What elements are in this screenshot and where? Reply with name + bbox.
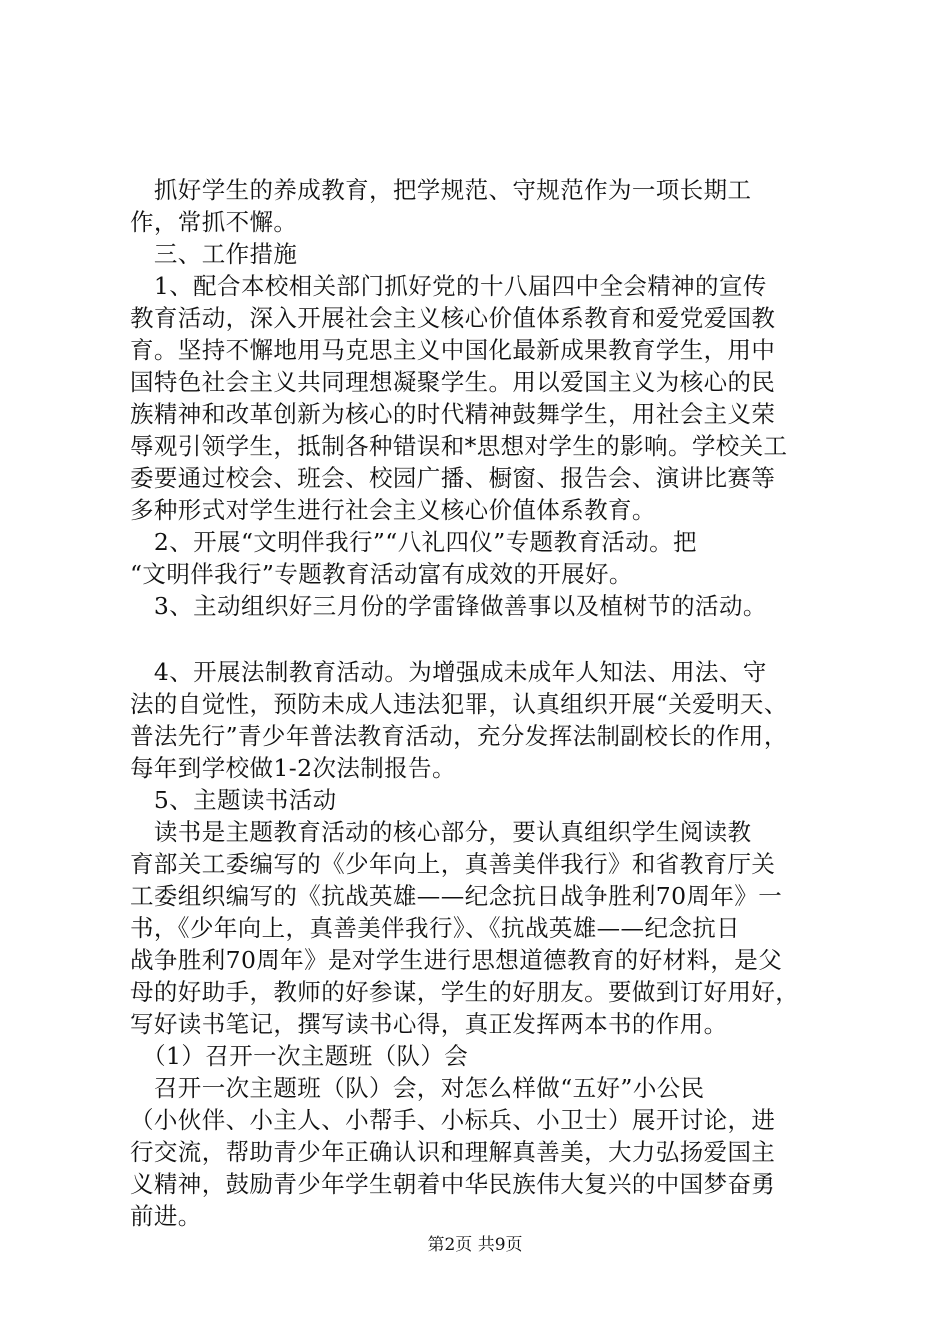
body-text-line: 辱观引领学生，抵制各种错误和*思想对学生的影响。学校关工 — [130, 432, 788, 460]
body-text-line: 作，常抓不懈。 — [130, 208, 298, 236]
body-text-line: 3、主动组织好三月份的学雷锋做善事以及植树节的活动。 — [130, 592, 767, 620]
body-text-line: 委要通过校会、班会、校园广播、橱窗、报告会、演讲比赛等 — [130, 464, 776, 492]
body-text-line: 教育活动，深入开展社会主义核心价值体系教育和爱党爱国教 — [130, 304, 776, 332]
body-text-line: 书，《少年向上，真善美伴我行》、《抗战英雄——纪念抗日 — [130, 914, 741, 942]
body-text-line: 读书是主题教育活动的核心部分，要认真组织学生阅读教 — [130, 818, 752, 846]
body-text-line: 普法先行”青少年普法教育活动，充分发挥法制副校长的作用， — [130, 722, 788, 750]
body-text-line: 工委组织编写的《抗战英雄——纪念抗日战争胜利70周年》一 — [130, 882, 783, 910]
body-text-line: 召开一次主题班（队）会，对怎么样做“五好”小公民 — [130, 1074, 705, 1102]
body-text-line: 抓好学生的养成教育，把学规范、守规范作为一项长期工 — [130, 176, 752, 204]
section-heading: （1）召开一次主题班（队）会 — [130, 1042, 469, 1070]
section-heading: 5、主题读书活动 — [130, 786, 337, 814]
body-text-line: 育部关工委编写的《少年向上，真善美伴我行》和省教育厅关 — [130, 850, 776, 878]
body-text-line: 2、开展“文明伴我行”“八礼四仪”专题教育活动。把 — [130, 528, 697, 556]
body-text-line: 育。坚持不懈地用马克思主义中国化最新成果教育学生，用中 — [130, 336, 776, 364]
body-text-line: 国特色社会主义共同理想凝聚学生。用以爱国主义为核心的民 — [130, 368, 776, 396]
body-text-line: 战争胜利70周年》是对学生进行思想道德教育的好材料，是父 — [130, 946, 783, 974]
body-text-line: 行交流，帮助青少年正确认识和理解真善美，大力弘扬爱国主 — [130, 1138, 776, 1166]
body-text-line: （小伙伴、小主人、小帮手、小标兵、小卫士）展开讨论，进 — [130, 1106, 776, 1134]
body-text-line: 多种形式对学生进行社会主义核心价值体系教育。 — [130, 496, 656, 524]
body-text-line: 1、配合本校相关部门抓好党的十八届四中全会精神的宣传 — [130, 272, 767, 300]
body-text-line: 写好读书笔记，撰写读书心得，真正发挥两本书的作用。 — [130, 1010, 728, 1038]
body-text-line: 每年到学校做1-2次法制报告。 — [130, 754, 456, 782]
body-text-line: 族精神和改革创新为核心的时代精神鼓舞学生，用社会主义荣 — [130, 400, 776, 428]
body-text-line: 前进。 — [130, 1202, 202, 1230]
section-heading: 三、工作措施 — [130, 240, 298, 268]
body-text-line: “文明伴我行”专题教育活动富有成效的开展好。 — [130, 560, 633, 588]
body-text-line: 母的好助手，教师的好参谋，学生的好朋友。要做到订好用好， — [130, 978, 800, 1006]
body-text-line: 法的自觉性，预防未成人违法犯罪，认真组织开展“关爱明天、 — [130, 690, 788, 718]
body-text-line: 4、开展法制教育活动。为增强成未成年人知法、用法、守 — [130, 658, 767, 686]
body-text-line: 义精神，鼓励青少年学生朝着中华民族伟大复兴的中国梦奋勇 — [130, 1170, 776, 1198]
page-number: 第2页 共9页 — [427, 1235, 523, 1255]
